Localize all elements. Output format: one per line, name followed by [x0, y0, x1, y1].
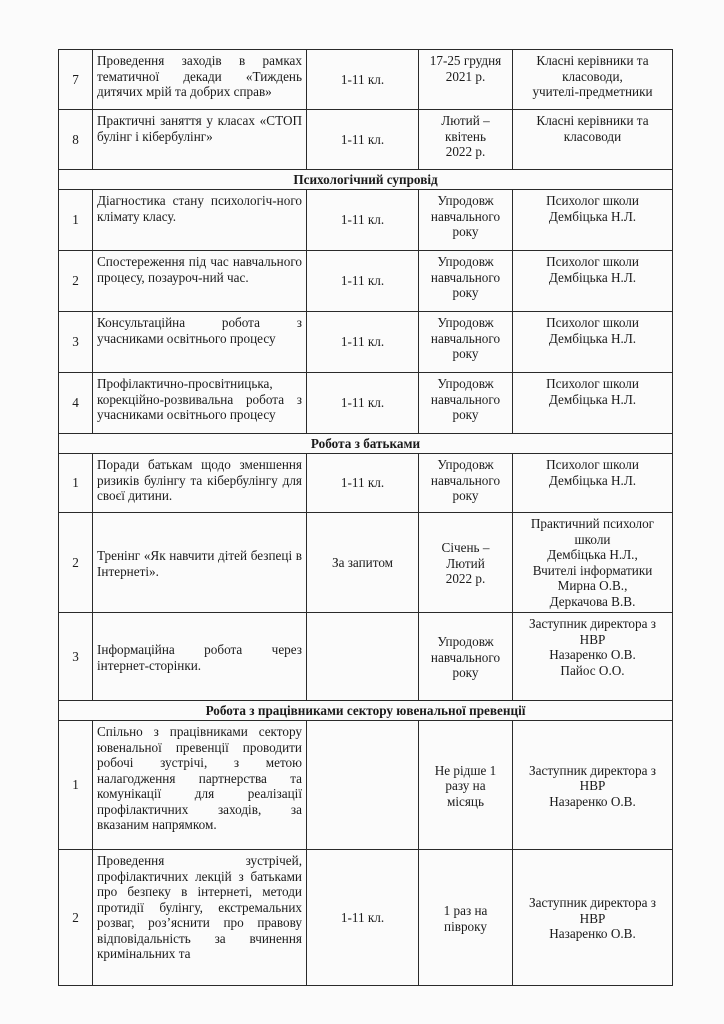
classes-cell: 1-11 кл. [307, 454, 419, 513]
date-cell: Упродовж навчального року [419, 454, 513, 513]
date-cell: Упродовж навчального року [419, 312, 513, 373]
date-cell: 1 раз на півроку [419, 850, 513, 986]
row-number: 1 [59, 454, 93, 513]
responsible-cell: Класні керівники та класоводи [513, 110, 673, 170]
table-row [59, 312, 673, 373]
date-cell: Упродовж навчального року [419, 373, 513, 434]
activity-cell: Поради батькам щодо зменшення ризиків булінгу та кібербулінгу для своєї дитини. [93, 454, 307, 513]
responsible-cell: Заступник директора з НВР Назаренко О.В. [513, 850, 673, 986]
activity-cell: Тренінг «Як навчити дітей безпеці в Інтернеті». [93, 513, 307, 613]
classes-cell [307, 613, 419, 701]
row-number: 1 [59, 721, 93, 850]
classes-cell: 1-11 кл. [307, 312, 419, 373]
responsible-cell: Класні керівники та класоводи, учителі-предметники [513, 50, 673, 110]
section-row [59, 170, 673, 190]
responsible-cell: Психолог школи Дембіцька Н.Л. [513, 373, 673, 434]
date-cell: Січень – Лютий 2022 р. [419, 513, 513, 613]
section-title-juvenile: Робота з працівниками сектору ювенальної превенції [59, 701, 673, 721]
classes-cell: 1-11 кл. [307, 50, 419, 110]
date-cell: Упродовж навчального року [419, 613, 513, 701]
responsible-cell: Психолог школи Дембіцька Н.Л. [513, 190, 673, 251]
responsible-cell: Заступник директора з НВР Назаренко О.В. Пайос О.О. [513, 613, 673, 701]
table-row [59, 110, 673, 170]
classes-cell: 1-11 кл. [307, 110, 419, 170]
activity-cell: Спільно з працівниками сектору ювенальної превенції проводити робочі зустрічі, з метою налагодження партнерства та комунікації для реалізації профілактичних заходів, за вказаним напрямком. [93, 721, 307, 850]
classes-cell: 1-11 кл. [307, 373, 419, 434]
date-cell: Упродовж навчального року [419, 251, 513, 312]
table-row [59, 850, 673, 986]
plan-table [58, 49, 673, 986]
activity-cell: Консультаційна робота з учасниками освітнього процесу [93, 312, 307, 373]
section-title-psych: Психологічний супровід [59, 170, 673, 190]
table-row [59, 721, 673, 850]
classes-cell [307, 721, 419, 850]
row-number: 3 [59, 613, 93, 701]
date-cell: Упродовж навчального року [419, 190, 513, 251]
responsible-cell: Психолог школи Дембіцька Н.Л. [513, 251, 673, 312]
date-cell: Лютий – квітень 2022 р. [419, 110, 513, 170]
row-number: 1 [59, 190, 93, 251]
classes-cell: 1-11 кл. [307, 190, 419, 251]
responsible-cell: Заступник директора з НВР Назаренко О.В. [513, 721, 673, 850]
table-row [59, 190, 673, 251]
classes-cell: За запитом [307, 513, 419, 613]
table-row [59, 373, 673, 434]
table-row [59, 613, 673, 701]
table-row [59, 50, 673, 110]
responsible-cell: Психолог школи Дембіцька Н.Л. [513, 312, 673, 373]
activity-cell: Діагностика стану психологіч-ного клімату класу. [93, 190, 307, 251]
table-row [59, 513, 673, 613]
responsible-cell: Психолог школи Дембіцька Н.Л. [513, 454, 673, 513]
table-row [59, 454, 673, 513]
activity-cell: Профілактично-просвітницька, корекційно-розвивальна робота з учасниками освітнього процесу [93, 373, 307, 434]
row-number: 3 [59, 312, 93, 373]
date-cell: 17-25 грудня 2021 р. [419, 50, 513, 110]
row-number: 4 [59, 373, 93, 434]
classes-cell: 1-11 кл. [307, 850, 419, 986]
table-row [59, 251, 673, 312]
row-number: 2 [59, 850, 93, 986]
activity-cell: Практичні заняття у класах «СТОП булінг і кібербулінг» [93, 110, 307, 170]
responsible-cell: Практичний психолог школи Дембіцька Н.Л., Вчителі інформатики Мирна О.В., Деркачова В.В. [513, 513, 673, 613]
classes-cell: 1-11 кл. [307, 251, 419, 312]
row-number: 2 [59, 513, 93, 613]
section-row [59, 434, 673, 454]
date-cell: Не рідше 1 разу на місяць [419, 721, 513, 850]
activity-cell: Спостереження під час навчального процесу, позауроч-ний час. [93, 251, 307, 312]
activity-cell: Проведення зустрічей, профілактичних лекцій з батьками про безпеку в інтернеті, методи протидії булінгу, екстремальних розваг, роз’яснити про правову відповідальність за вчинення кримінальних та [93, 850, 307, 986]
section-title-parents: Робота з батьками [59, 434, 673, 454]
section-row [59, 701, 673, 721]
activity-cell: Проведення заходів в рамках тематичної декади «Тиждень дитячих мрій та добрих справ» [93, 50, 307, 110]
row-number: 8 [59, 110, 93, 170]
row-number: 2 [59, 251, 93, 312]
activity-cell: Інформаційна робота через інтернет-сторінки. [93, 613, 307, 701]
row-number: 7 [59, 50, 93, 110]
